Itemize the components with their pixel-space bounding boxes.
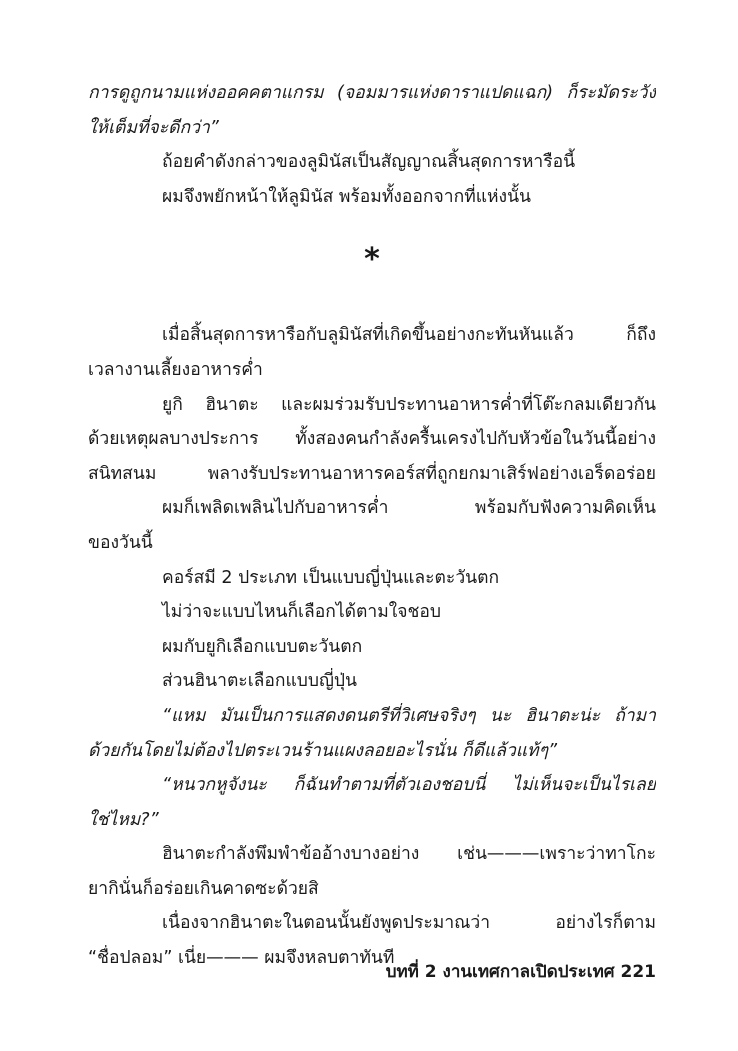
body-line: ยูกิ ฮินาตะ และผมร่วมรับประทานอาหารค่ำที่โต๊ะกลมเดียวกัน <box>162 394 656 415</box>
body-line: ผมกับยูกิเลือกแบบตะวันตก <box>162 636 363 657</box>
body-line: ด้วยเหตุผลบางประการ ทั้งสองคนกำลังครื้นเครงไปกับหัวข้อในวันนี้อย่าง <box>88 429 656 450</box>
body-line: ไม่ว่าจะแบบไหนก็เลือกได้ตามใจชอบ <box>162 602 442 623</box>
scene-break-asterisk: * <box>364 242 380 278</box>
body-line: ยากินั่นก็อร่อยเกินคาดซะด้วยสิ <box>88 878 319 899</box>
dialogue-line: ใช่ไหม?” <box>88 809 159 830</box>
body-line: การดูถูกนามแห่งออคคตาแกรม (จอมมารแห่งดาราแปดแฉก) ก็ระมัดระวัง <box>88 83 656 103</box>
body-line: ของวันนี้ <box>88 532 153 553</box>
dialogue-line: “แหม มันเป็นการแสดงดนตรีที่วิเศษจริงๆ นะ ฮินาตะน่ะ ถ้ามา <box>162 705 656 726</box>
body-line: ถ้อยคำดังกล่าวของลูมินัสเป็นสัญญาณสิ้นสุดการหารือนี้ <box>162 152 576 173</box>
dialogue-line: “หนวกหูจังนะ ก็ฉันทำตามที่ตัวเองชอบนี่ ไม่เห็นจะเป็นไรเลย <box>162 775 656 796</box>
body-line: คอร์สมี 2 ประเภท เป็นแบบญี่ปุ่นและตะวันตก <box>162 567 500 588</box>
dialogue-line: ด้วยกันโดยไม่ต้องไปตระเวนร้านแผงลอยอะไรนั่น ก็ดีแล้วแท้ๆ” <box>88 740 558 761</box>
body-line: “ชื่อปลอม” เนี่ย——— ผมจึงหลบตาทันที <box>88 948 395 969</box>
body-line: ให้เต็มที่จะดีกว่า” <box>88 117 219 138</box>
body-line: ฮินาตะกำลังพึมพำข้ออ้างบางอย่าง เช่น———เพราะว่าทาโกะ <box>162 844 656 865</box>
body-line: ส่วนฮินาตะเลือกแบบญี่ปุ่น <box>162 671 357 692</box>
body-line: ผมก็เพลิดเพลินไปกับอาหารค่ำ พร้อมกับฟังความคิดเห็น <box>162 498 656 519</box>
running-footer: บทที่ 2 งานเทศกาลเปิดประเทศ 221 <box>385 962 656 982</box>
page-body <box>88 76 656 976</box>
body-line: เนื่องจากฮินาตะในตอนนั้นยังพูดประมาณว่า อย่างไรก็ตาม <box>162 913 656 934</box>
body-line: เวลางานเลี้ยงอาหารค่ำ <box>88 359 263 380</box>
body-line: ผมจึงพยักหน้าให้ลูมินัส พร้อมทั้งออกจากที่แห่งนั้น <box>162 186 532 207</box>
body-line: เมื่อสิ้นสุดการหารือกับลูมินัสที่เกิดขึ้นอย่างกะทันหันแล้ว ก็ถึง <box>162 325 656 346</box>
body-line: สนิทสนม พลางรับประทานอาหารคอร์สที่ถูกยกมาเสิร์ฟอย่างเอร็ดอร่อย <box>88 463 656 484</box>
